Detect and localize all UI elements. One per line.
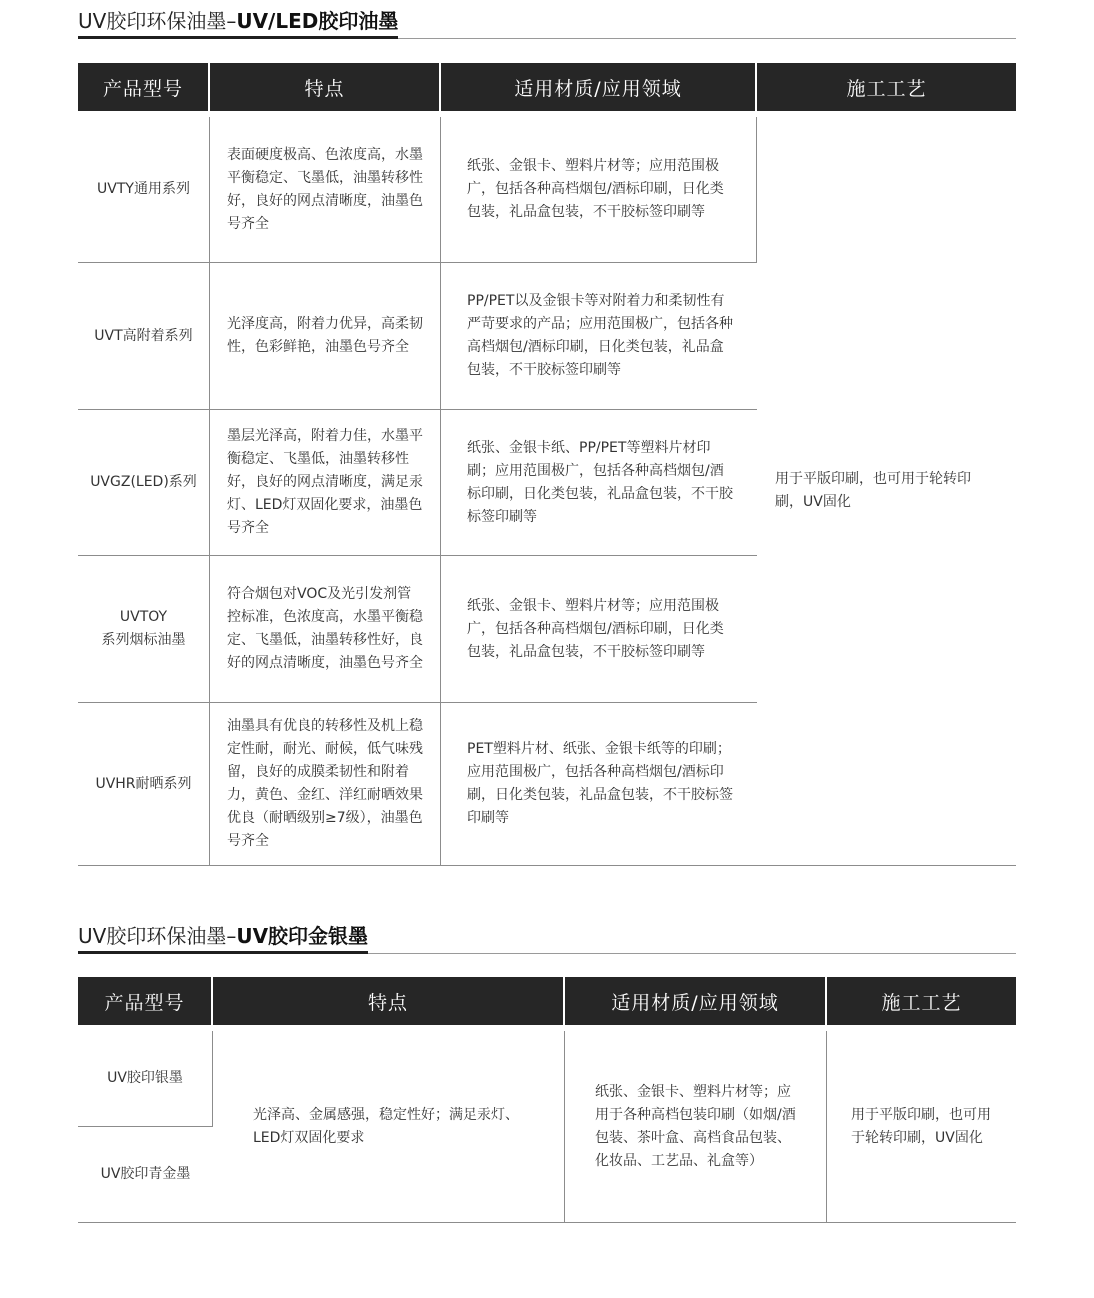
material-cell: PP/PET以及金银卡等对附着力和柔韧性有严苛要求的产品；应用范围极广，包括各种高档烟包/酒标印刷，日化类包装，礼品盒包装，不干胶标签印刷等 bbox=[441, 263, 757, 410]
process-cell: 用于平版印刷，也可用于轮转印刷，UV固化 bbox=[757, 117, 1016, 866]
header-model: 产品型号 bbox=[78, 63, 210, 111]
header-process: 施工工艺 bbox=[827, 977, 1016, 1025]
material-cell: 纸张、金银卡、塑料片材等；应用范围极广，包括各种高档烟包/酒标印刷，日化类包装，礼品盒包装，不干胶标签印刷等 bbox=[441, 556, 757, 703]
uv-led-ink-table bbox=[78, 63, 1016, 866]
section-title-gold-silver bbox=[78, 923, 1016, 954]
header-feature: 特点 bbox=[213, 977, 565, 1025]
section-title-text: UV胶印环保油墨–UV胶印金银墨 bbox=[78, 923, 368, 954]
table-row bbox=[78, 117, 1016, 263]
material-cell: 纸张、金银卡、塑料片材等；应用范围极广，包括各种高档烟包/酒标印刷，日化类包装，礼品盒包装，不干胶标签印刷等 bbox=[441, 117, 757, 263]
header-material: 适用材质/应用领域 bbox=[441, 63, 757, 111]
section-title-uv-led bbox=[78, 8, 1016, 39]
material-cell: 纸张、金银卡、塑料片材等；应用于各种高档包装印刷（如烟/酒包装、茶叶盒、高档食品包装、化妆品、工艺品、礼盒等） bbox=[565, 1031, 827, 1223]
model-cell: UVHR耐晒系列 bbox=[78, 703, 210, 866]
uv-gold-silver-ink-table bbox=[78, 977, 1016, 1223]
feature-cell: 表面硬度极高、色浓度高，水墨平衡稳定、飞墨低，油墨转移性好，良好的网点清晰度，油墨色号齐全 bbox=[210, 117, 441, 263]
material-cell: 纸张、金银卡纸、PP/PET等塑料片材印刷；应用范围极广，包括各种高档烟包/酒标印刷，日化类包装，礼品盒包装，不干胶标签印刷等 bbox=[441, 410, 757, 556]
table-row bbox=[78, 1031, 1016, 1127]
feature-cell: 光泽高、金属感强，稳定性好；满足汞灯、LED灯双固化要求 bbox=[213, 1031, 565, 1223]
feature-cell: 光泽度高，附着力优异，高柔韧性，色彩鲜艳，油墨色号齐全 bbox=[210, 263, 441, 410]
model-cell: UVT高附着系列 bbox=[78, 263, 210, 410]
model-line: UVTOY bbox=[119, 609, 168, 625]
feature-cell: 墨层光泽高，附着力佳，水墨平衡稳定、飞墨低，油墨转移性好，良好的网点清晰度，满足汞灯、LED灯双固化要求，油墨色号齐全 bbox=[210, 410, 441, 556]
model-cell bbox=[78, 556, 210, 703]
feature-cell: 符合烟包对VOC及光引发剂管控标准，色浓度高，水墨平衡稳定、飞墨低，油墨转移性好，良好的网点清晰度，油墨色号齐全 bbox=[210, 556, 441, 703]
table-header-row bbox=[78, 977, 1016, 1025]
header-feature: 特点 bbox=[210, 63, 441, 111]
model-cell: UV胶印青金墨 bbox=[78, 1127, 213, 1223]
header-material: 适用材质/应用领域 bbox=[565, 977, 827, 1025]
section-title-text: UV胶印环保油墨–UV/LED胶印油墨 bbox=[78, 8, 398, 39]
model-line: 系列烟标油墨 bbox=[101, 632, 186, 648]
header-model: 产品型号 bbox=[78, 977, 213, 1025]
material-cell: PET塑料片材、纸张、金银卡纸等的印刷；应用范围极广，包括各种高档烟包/酒标印刷，日化类包装，礼品盒包装，不干胶标签印刷等 bbox=[441, 703, 757, 866]
model-cell: UVGZ(LED)系列 bbox=[78, 410, 210, 556]
process-cell: 用于平版印刷，也可用于轮转印刷，UV固化 bbox=[827, 1031, 1016, 1223]
table-header-row bbox=[78, 63, 1016, 111]
model-cell: UVTY通用系列 bbox=[78, 117, 210, 263]
feature-cell: 油墨具有优良的转移性及机上稳定性耐，耐光、耐候，低气味残留，良好的成膜柔韧性和附着力，黄色、金红、洋红耐晒效果优良（耐晒级别≥7级），油墨色号齐全 bbox=[210, 703, 441, 866]
header-process: 施工工艺 bbox=[757, 63, 1016, 111]
model-cell: UV胶印银墨 bbox=[78, 1031, 213, 1127]
